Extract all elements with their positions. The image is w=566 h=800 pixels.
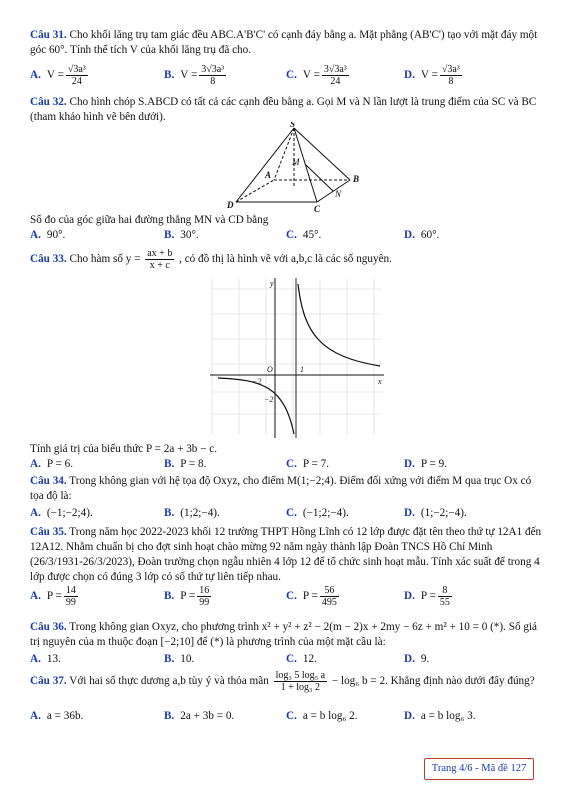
question-35: Câu 35. Trong năm học 2022-2023 khối 12 trường THPT Hồng Lĩnh có 12 lớp được đặt tên theo thứ tự 12A1 đến 12A12. Nhằm chuẩn bị cho đợt sinh hoạt chào mừng 92 năm ngày thành lập Đoàn TNCS Hồ Chí Minh (26/3/1931-26/3/2023), Đoàn trường chọn ngẫu nhiên 4 lớp 12 để tổ chức sinh hoạt mẫu. Tính xác suất để trong 4 lớp được chọn có đúng 3 lớp có số thứ tự liên tiếp nhau.	[30, 526, 542, 583]
function-graph	[202, 274, 388, 440]
option-a[interactable]: A. 13.	[30, 653, 61, 665]
pyramid-figure	[222, 122, 372, 214]
tick-label-1: 1	[300, 365, 304, 374]
option-d[interactable]: D. a = b log₆ 3.	[404, 710, 476, 722]
option-d[interactable]: D. 9.	[404, 653, 430, 665]
question-number: Câu 36.	[30, 621, 67, 633]
question-number: Câu 32.	[30, 96, 67, 108]
option-c[interactable]: C. 12.	[286, 653, 317, 665]
label-b: B	[353, 174, 360, 184]
question-36: Câu 36. Trong không gian Oxyz, cho phương trình x² + y² + z² − 2(m − 2)x + 2my − 6z + m² + 10 = 0 (*). Số giá trị nguyên của m thuộc đoạn [−2;10] để (*) là phương trình của một mặt cầu là:	[30, 621, 537, 648]
option-c[interactable]: C. 45°.	[286, 229, 322, 241]
option-a[interactable]: A. P = $\frac{14}{99}$	[30, 585, 76, 608]
label-m: M	[292, 157, 300, 167]
question-31	[30, 28, 542, 58]
options-35	[30, 585, 542, 615]
option-b[interactable]: B. 30°.	[164, 229, 199, 241]
label-a: A	[265, 170, 272, 180]
option-b[interactable]: B. 2a + 3b = 0.	[164, 710, 235, 722]
option-b[interactable]: B. V = $\frac{\text{3√3a³}}{8}$	[164, 64, 225, 87]
question-32	[30, 95, 542, 125]
question-number: Câu 37.	[30, 675, 67, 688]
option-d[interactable]: D. (1;−2;−4).	[404, 507, 467, 519]
question-text: Cho khối lăng trụ tam giác đều ABC.A'B'C' có cạnh đáy bằng a. Mặt phẳng (AB'C') tạo với mặt đáy một góc 60°. Tính thể tích V của khối lăng trụ đã cho.	[30, 29, 538, 56]
question-number: Câu 35.	[30, 526, 67, 538]
option-a[interactable]: A. V = $\frac{\text{√3a³}}{24}$	[30, 64, 86, 87]
label-n: N	[335, 189, 342, 199]
options-34	[30, 507, 542, 525]
question-number: Câu 31.	[30, 29, 67, 41]
axis-label-y: y	[270, 279, 274, 288]
option-b[interactable]: B. P = $\frac{16}{99}$	[164, 585, 210, 608]
label-s: S	[290, 122, 296, 129]
origin-label: O	[267, 365, 273, 374]
tick-label-y-neg2: −2	[264, 395, 274, 404]
question-number: Câu 33.	[30, 253, 67, 266]
question-32-prompt: Số đo của góc giữa hai đường thẳng MN và CD bằng	[30, 214, 269, 226]
question-37: Câu 37. Với hai số thực dương a,b tùy ý và thỏa mãn $\frac{\text{log₃ 5 log₅ a}}{\text{1 + log₃ 2}}$ − log₆ b = 2. Khẳng định nào dưới đây đúng?	[30, 670, 535, 693]
option-b[interactable]: B. 10.	[164, 653, 195, 665]
option-a[interactable]: A. P = 6.	[30, 458, 73, 470]
question-33-prompt: Tính giá trị của biểu thức P = 2a + 3b − c.	[30, 443, 218, 455]
option-d[interactable]: D. V = $\frac{\text{√3a³}}{8}$	[404, 64, 460, 87]
options-32	[30, 229, 542, 247]
question-text: Cho hình chóp S.ABCD có tất cả các cạnh đều bằng a. Gọi M và N lần lượt là trung điểm của SC và BC (tham khảo hình vẽ bên dưới).	[30, 96, 537, 123]
question-number: Câu 34.	[30, 475, 67, 487]
question-33: Câu 33. Cho hàm số y = $\frac{ax + b}{x + c}$ , có đồ thị là hình vẽ với a,b,c là các số nguyên.	[30, 248, 392, 271]
tick-label-neg2: −2	[252, 377, 262, 386]
axis-label-x: x	[378, 377, 382, 386]
options-37	[30, 710, 542, 728]
option-d[interactable]: D. P = 9.	[404, 458, 447, 470]
option-a[interactable]: A. (−1;−2;4).	[30, 507, 93, 519]
option-c[interactable]: C. a = b log₆ 2.	[286, 710, 358, 722]
option-b[interactable]: B. P = 8.	[164, 458, 207, 470]
option-c[interactable]: C. P = $\frac{56}{495}$	[286, 585, 337, 608]
label-c: C	[314, 204, 321, 214]
option-b[interactable]: B. (1;2;−4).	[164, 507, 220, 519]
option-a[interactable]: A. a = 36b.	[30, 710, 84, 722]
option-c[interactable]: C. (−1;2;−4).	[286, 507, 349, 519]
option-d[interactable]: D. 60°.	[404, 229, 440, 241]
options-36	[30, 653, 542, 671]
page-footer: Trang 4/6 - Mã đề 127	[424, 758, 534, 780]
option-d[interactable]: D. P = $\frac{8}{55}$	[404, 585, 450, 608]
question-34: Câu 34. Trong không gian với hệ tọa độ Oxyz, cho điểm M(1;−2;4). Điểm đối xứng với điểm M qua trục Ox có tọa độ là:	[30, 475, 532, 502]
option-a[interactable]: A. 90°.	[30, 229, 66, 241]
option-c[interactable]: C. V = $\frac{\text{3√3a³}}{24}$	[286, 64, 347, 87]
label-d: D	[227, 200, 234, 210]
options-31	[30, 64, 542, 94]
option-c[interactable]: C. P = 7.	[286, 458, 329, 470]
